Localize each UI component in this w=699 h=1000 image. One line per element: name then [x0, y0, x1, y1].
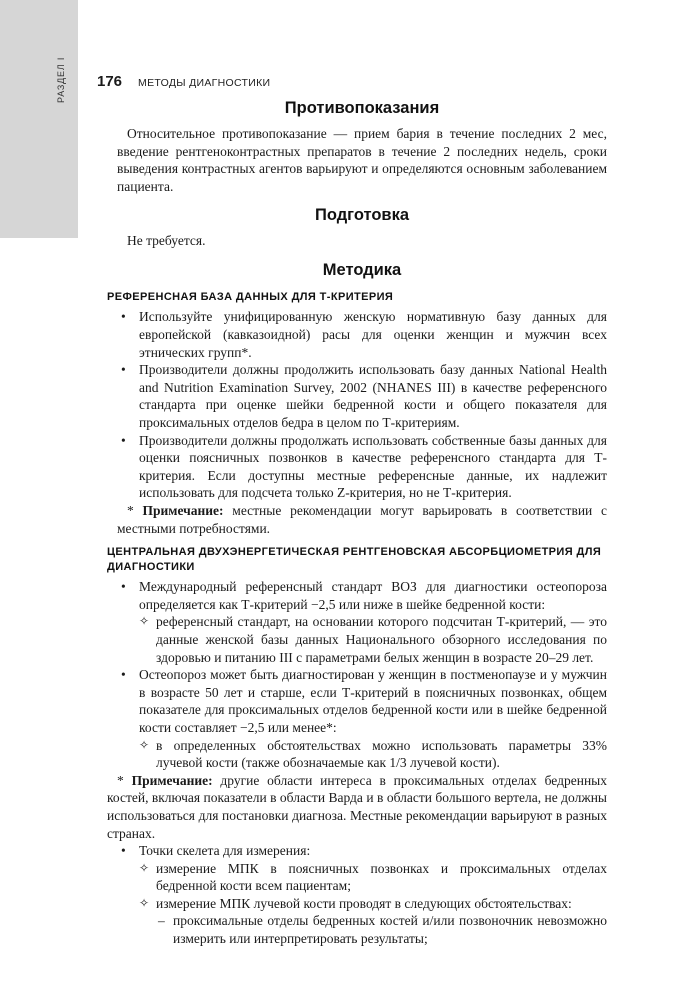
section-label: РАЗДЕЛ I [56, 56, 66, 103]
method-heading: Методика [322, 260, 402, 279]
list-item [117, 842, 607, 948]
page-content [107, 97, 608, 948]
database-note [117, 502, 607, 537]
dxa-list [117, 578, 607, 772]
dxa-subheading: ЦЕНТРАЛЬНАЯ ДВУХЭНЕРГЕТИЧЕСКАЯ РЕНТГЕНОВСКАЯ АБСОРБЦИОМЕТРИЯ ДЛЯ ДИАГНОСТИКИ [107, 546, 602, 573]
contraindications-paragraph: Относительное противопоказание — прием бария в течение последних 2 мес, введение рентгеноконтрастных препаратов в течение 2 последних недель, сроки выведения контрастных агентов варьируют и определяются основным заболеванием пациента. [117, 126, 607, 194]
note-marker: * [127, 503, 143, 518]
note-marker: * [117, 772, 132, 788]
dash-list-item: – проксимальные отделы бедренных костей и/или позвоночник невозможно измерить или интерпретировать результаты; [156, 912, 607, 947]
list-item: • Используйте унифицированную женскую нормативную базу данных для европейской (кавказоидной) расы для оценки женщин и мужчин всех этнических групп*. [117, 308, 607, 361]
sub-list-item: ✧ в определенных обстоятельствах можно использовать параметры 33% лучевой кости (также обозначаемые как 1/3 лучевой кости). [139, 737, 607, 772]
contraindications-heading: Противопоказания [284, 99, 440, 117]
sub-list-item-text: измерение МПК лучевой кости проводят в следующих обстоятельствах: [156, 895, 572, 911]
note-text: другие области интереса в проксимальных отделах бедренных костей, включая показатели в области Варда и в области большого вертела, не должны использоваться для постановки диагноза. Местные рекомендации варьируют в разных странах. [107, 772, 607, 841]
list-item: • Производители должны продолжать использовать собственные базы данных для оценки поясничных позвонков в качестве референсного стандарта для Т- критерия. Если доступны местные референсные данные, их надлежит использовать для подсчета только Z-критерия, но не Т-критерия. [117, 432, 607, 502]
note-label: Примечание: [131, 772, 213, 788]
section-side-tab [0, 0, 78, 238]
page-number: 176 [97, 73, 123, 90]
dash-list [156, 912, 607, 947]
skeleton-sites-list [117, 842, 607, 948]
preparation-heading: Подготовка [314, 206, 410, 225]
running-title: МЕТОДЫ ДИАГНОСТИКИ [138, 77, 271, 89]
sub-list-item [139, 895, 607, 948]
preparation-paragraph: Не требуется. [127, 233, 206, 249]
list-item-text: Точки скелета для измерения: [139, 843, 311, 859]
page-header [97, 73, 607, 90]
database-list [117, 308, 607, 502]
sub-list [139, 737, 607, 772]
database-subheading: РЕФЕРЕНСНАЯ БАЗА ДАННЫХ ДЛЯ Т-КРИТЕРИЯ [107, 290, 394, 303]
sub-list-item: ✧ референсный стандарт, на основании которого подсчитан Т-критерий, — это данные женской базы данных Национального обзорного исследования по здоровью и питанию III с параметрами белых женщин в возрасте 20–29 лет. [139, 613, 607, 666]
sub-list [139, 613, 607, 666]
sub-list [139, 860, 607, 948]
dxa-note [107, 772, 607, 842]
list-item: • Производители должны продолжить использовать базу данных National Health and Nutrition Examination Survey, 2002 (NHANES III) в качестве референсного стандарта при оценке шейки бедренной кости и общего показателя для проксимальных отделов бедра в целом по Т-критериям. [117, 361, 607, 431]
list-item [117, 578, 607, 666]
list-item-text: Остеопороз может быть диагностирован у женщин в постменопаузе и у мужчин в возрасте 50 лет и старше, если Т-критерий в поясничных позвонках, общем показателе для проксимальных отделов бедренной кости или в шейке бедренной кости составляет −2,5 или менее*: [139, 667, 607, 735]
list-item-text: Международный референсный стандарт ВОЗ для диагностики остеопороза определяется как Т-критерий −2,5 или ниже в шейке бедренной кости: [139, 579, 607, 612]
note-label: Примечание: [142, 503, 224, 518]
sub-list-item: ✧ измерение МПК в поясничных позвонках и проксимальных отделах бедренной кости всем пациентам; [139, 860, 607, 895]
note-text: местные рекомендации могут варьировать в соответствии с местными потребностями. [117, 503, 608, 536]
list-item [117, 666, 607, 772]
